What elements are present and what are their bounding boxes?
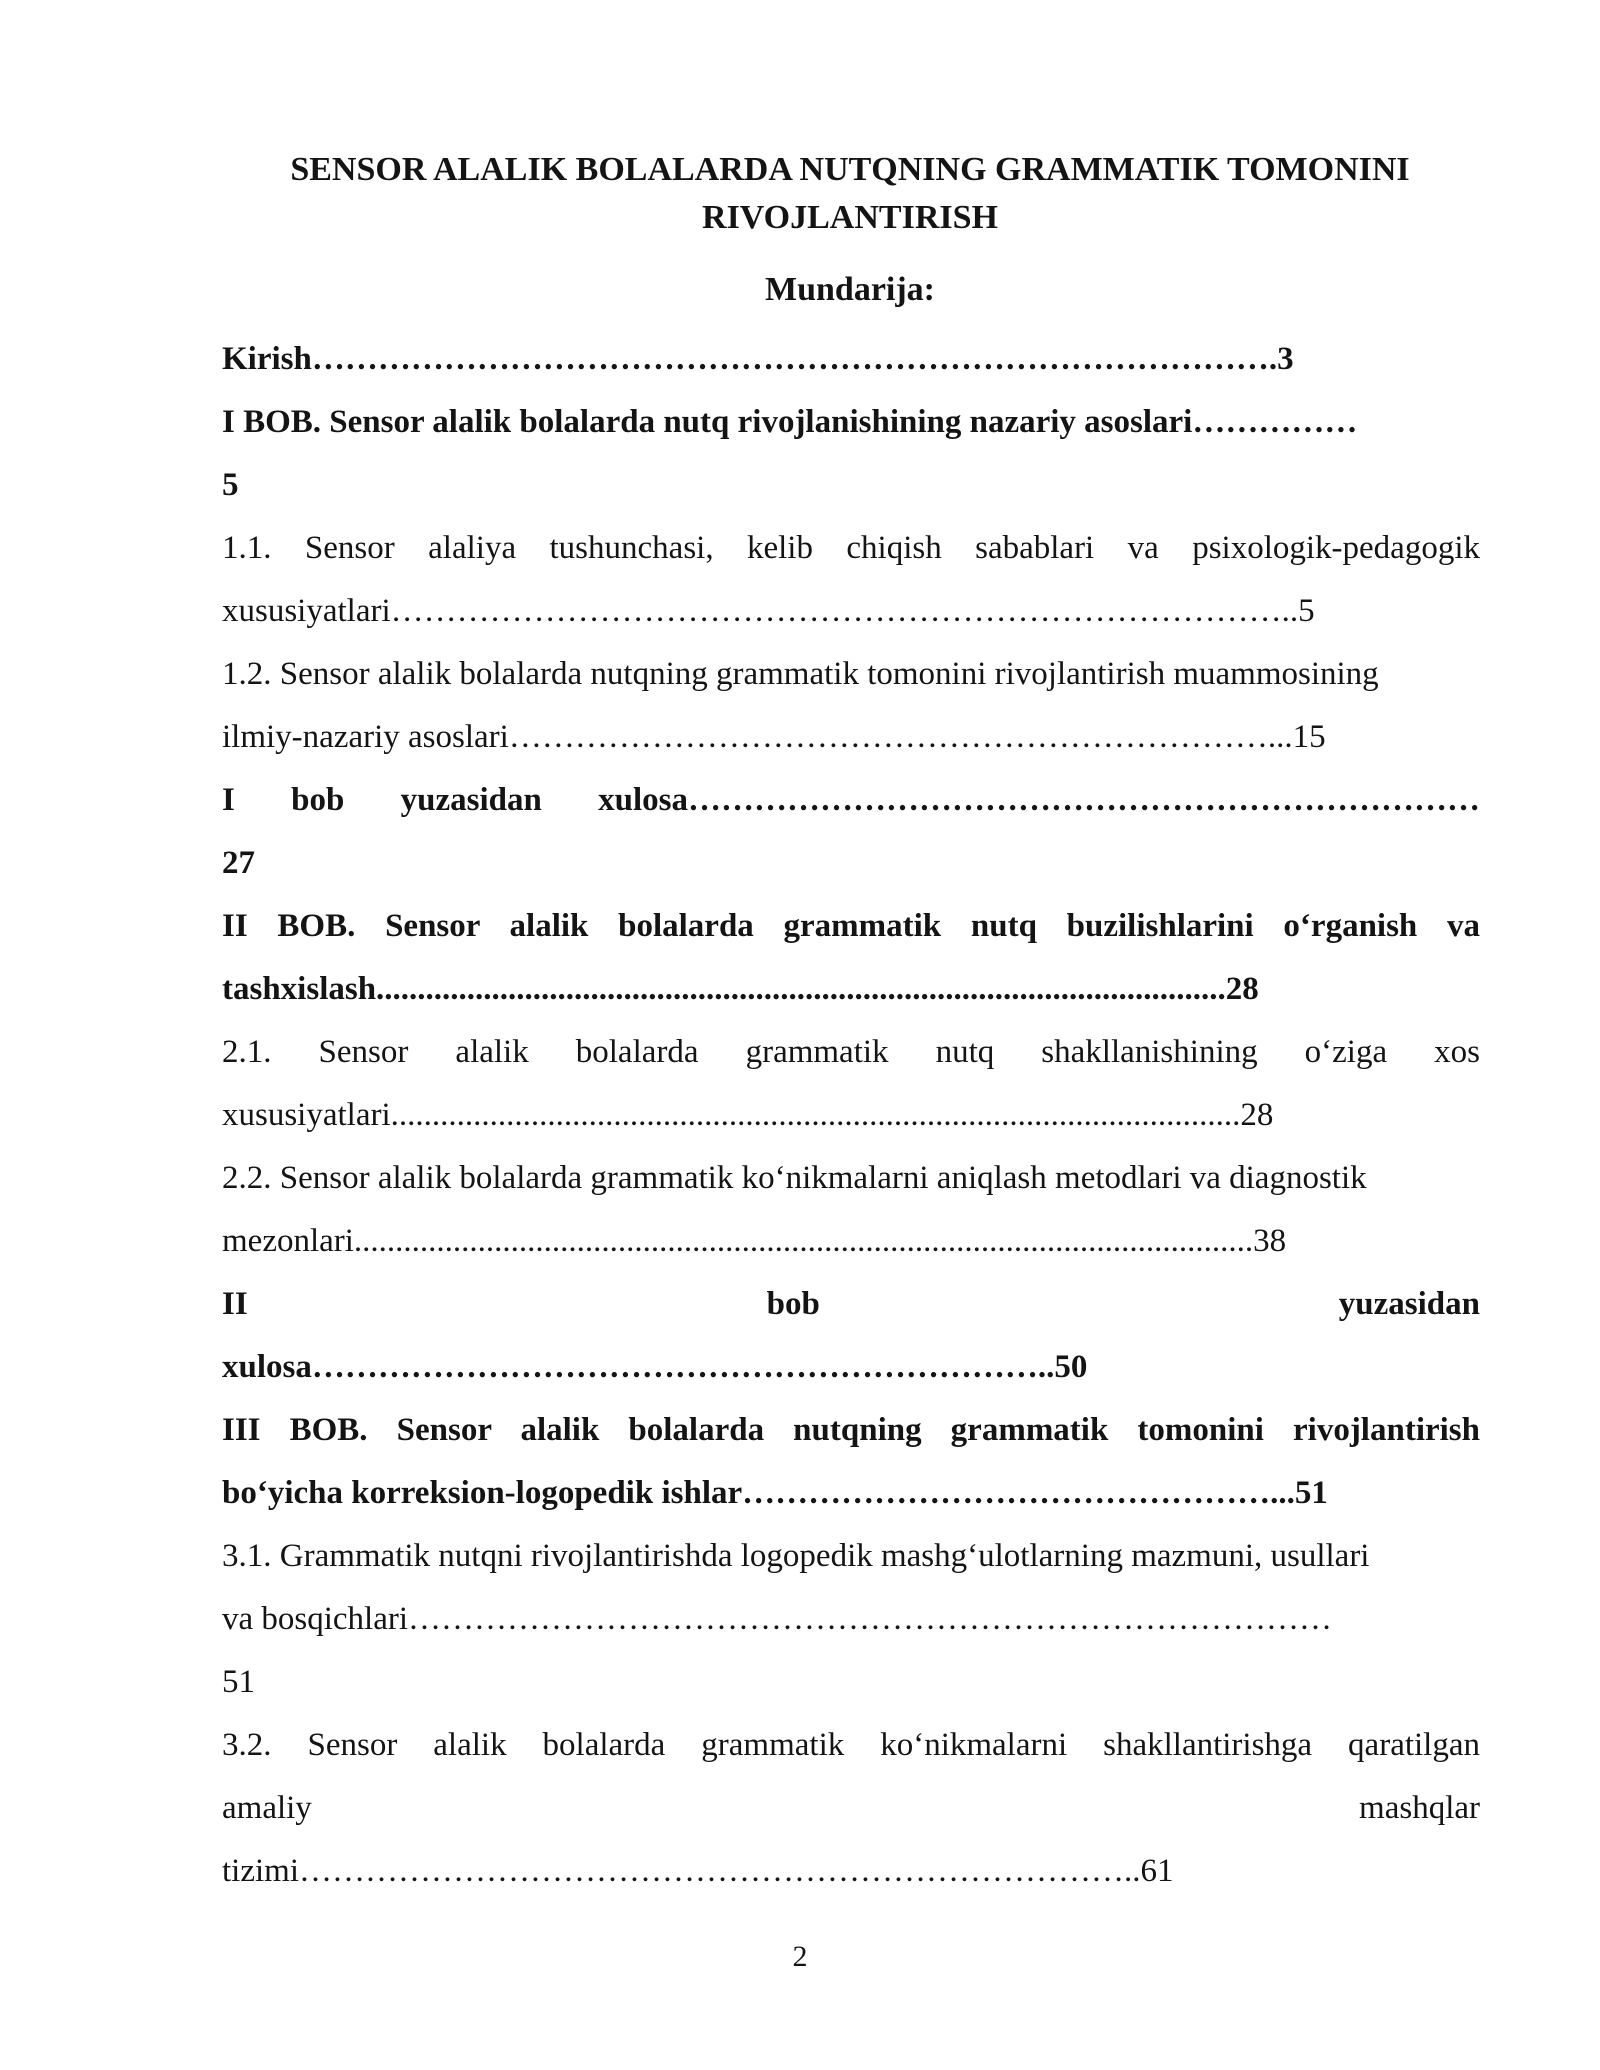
toc-entry-chapter-1-summary-page: 27	[222, 845, 255, 881]
toc-entry-chapter-3-cont: bo‘yicha korreksion-logopedik ishlar…………………………………………...51	[222, 1475, 1328, 1511]
toc-entry-3-2-cont: amaliy mashqlar	[222, 1790, 1480, 1826]
toc-entry-chapter-2-summary: II bob yuzasidan	[222, 1286, 1480, 1322]
page-number: 2	[792, 1940, 808, 1973]
toc-entry-chapter-1: I BOB. Sensor alalik bolalarda nutq rivojlanishining nazariy asoslari……………	[222, 404, 1358, 440]
table-of-contents	[222, 328, 1480, 1903]
toc-entry-chapter-3: III BOB. Sensor alalik bolalarda nutqning grammatik tomonini rivojlantirish	[222, 1412, 1480, 1448]
toc-entry-3-2: 3.2. Sensor alalik bolalarda grammatik ko‘nikmalarni shakllantirishga qaratilgan	[222, 1727, 1480, 1763]
toc-entry-1-2: 1.2. Sensor alalik bolalarda nutqning grammatik tomonini rivojlantirish muammosining	[222, 656, 1379, 692]
toc-entry-3-2-page: tizimi…………………………………………………………………..61	[222, 1853, 1174, 1889]
toc-entry-1-1-cont: xususiyatlari………………………………………………………………………..5	[222, 593, 1315, 629]
toc-entry-2-2: 2.2. Sensor alalik bolalarda grammatik ko‘nikmalarni aniqlash metodlari va diagnostik	[222, 1160, 1367, 1196]
title-line-2: RIVOJLANTIRISH	[702, 199, 998, 236]
toc-entry-chapter-1-summary: I bob yuzasidan xulosa………………………………………………………………	[222, 782, 1480, 818]
toc-entry-2-1-cont: xususiyatlari.......................................................................................................28	[222, 1097, 1274, 1133]
title-line-1: SENSOR ALALIK BOLALARDA NUTQNING GRAMMATIK TOMONINI	[290, 151, 1410, 188]
toc-entry-chapter-2-cont: tashxislash.......................................................................................................28	[222, 971, 1259, 1007]
toc-entry-chapter-2-summary-cont: xulosa…………………………………………………………..50	[222, 1349, 1088, 1385]
document-title	[220, 146, 1480, 242]
toc-entry-1-2-cont: ilmiy-nazariy asoslari……………………………………………………………...15	[222, 719, 1326, 755]
toc-entry-chapter-1-page: 5	[222, 467, 239, 503]
toc-entry-1-1: 1.1. Sensor alaliya tushunchasi, kelib chiqish sabablari va psixologik-pedagogik	[222, 530, 1480, 566]
toc-entry-2-2-cont: mezonlari.............................................................................................................38	[222, 1223, 1287, 1259]
toc-entry-chapter-2: II BOB. Sensor alalik bolalarda grammatik nutq buzilishlarini o‘rganish va	[222, 908, 1480, 944]
toc-entry-2-1: 2.1. Sensor alalik bolalarda grammatik nutq shakllanishining o‘ziga xos	[222, 1034, 1480, 1070]
toc-entry-3-1: 3.1. Grammatik nutqni rivojlantirishda logopedik mashg‘ulotlarning mazmuni, usullari	[222, 1538, 1370, 1574]
toc-entry-3-1-cont: va bosqichlari…………………………………………………………………………	[222, 1601, 1333, 1637]
toc-entry-kirish: Kirish…………………………………………………………………………….3	[222, 341, 1294, 377]
toc-entry-3-1-page: 51	[222, 1664, 255, 1700]
toc-heading: Mundarija:	[765, 271, 935, 308]
